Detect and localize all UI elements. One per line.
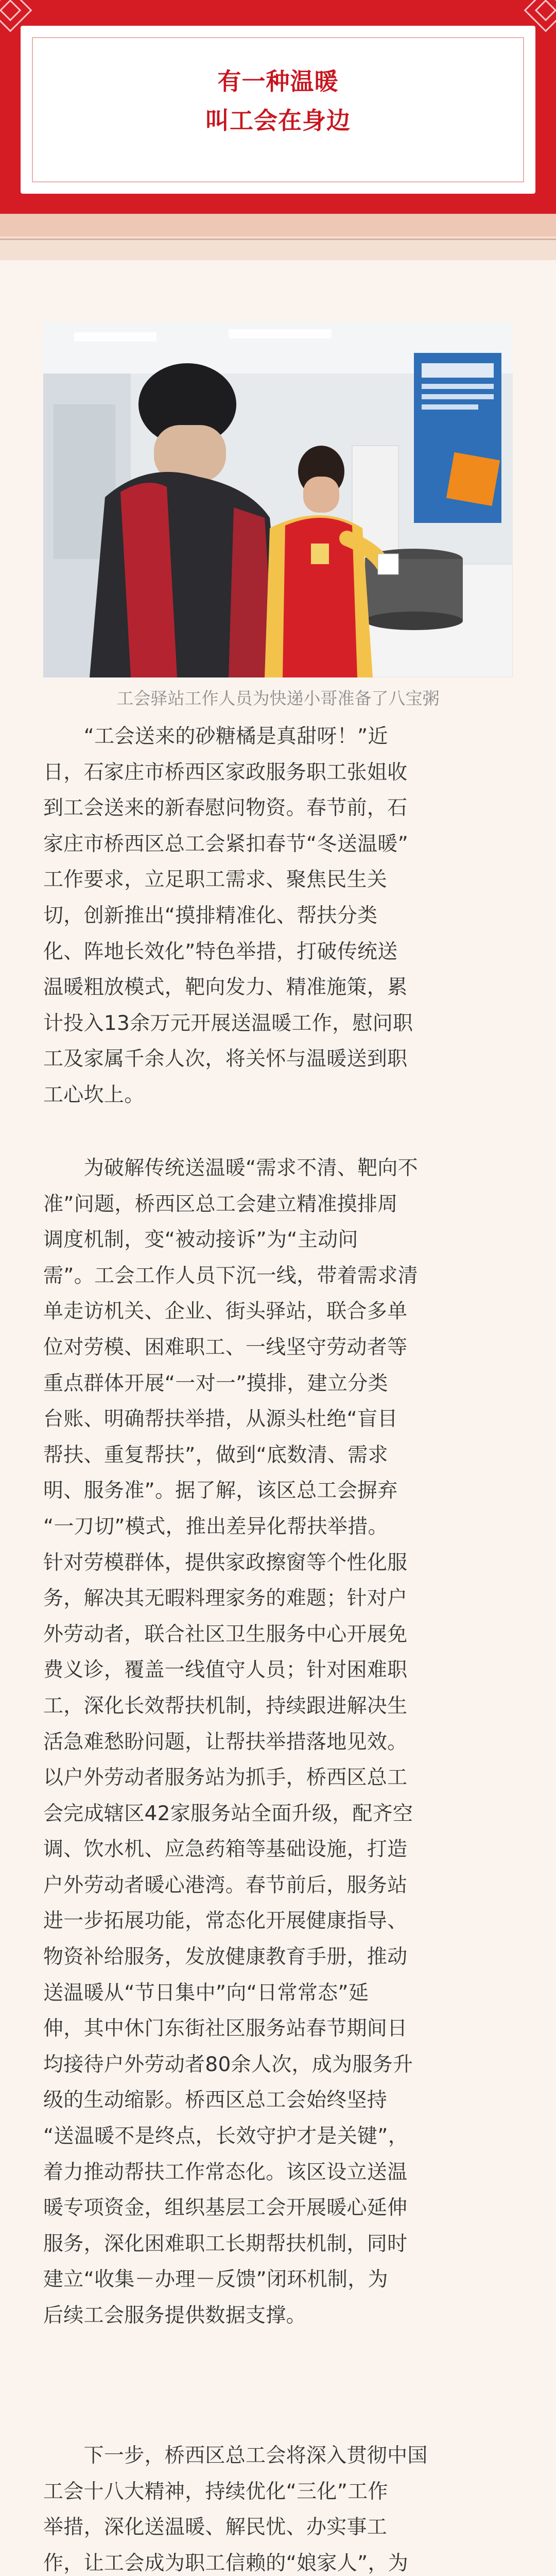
photo-illustration: [43, 322, 513, 677]
text-line: 举措，深化送温暖、解民忧、办实事工: [43, 2516, 388, 2539]
text-line: 化、阵地长效化”特色举措，打破传统送: [43, 940, 398, 963]
text-line: 进一步拓展功能，常态化开展健康指导、: [43, 1909, 408, 1933]
text-line: 工及家属千余人次，将关怀与温暖送到职: [43, 1047, 408, 1071]
text-line: 会完成辖区42家服务站全面升级，配齐空: [43, 1802, 413, 1825]
text-line: “工会送来的砂糖橘是真甜呀！”近: [43, 725, 388, 748]
text-line: 单走访机关、企业、街头驿站，联合多单: [43, 1300, 408, 1324]
text-line: 作，让工会成为职工信赖的“娘家人”，为: [43, 2551, 409, 2575]
text-line: 计投入13余万元开展送温暖工作，慰问职: [43, 1011, 413, 1035]
text-line: 工会十八大精神，持续优化“三化”工作: [43, 2480, 388, 2503]
text-line: 台账、明确帮扶举措，从源头杜绝“盲目: [43, 1408, 398, 1431]
page-title: [21, 62, 535, 140]
paragraph-2: [43, 1150, 513, 2334]
text-line: 工作要求，立足职工需求、聚焦民生关: [43, 868, 388, 892]
header-banner: [0, 0, 556, 214]
text-line: 位对劳模、困难职工、一线坚守劳动者等: [43, 1335, 408, 1359]
text-line: 务，解决其无暇料理家务的难题；针对户: [43, 1587, 408, 1611]
text-line: 调、饮水机、应急药箱等基础设施，打造: [43, 1838, 408, 1861]
text-line: 调度机制，变“被动接诉”为“主动问: [43, 1228, 358, 1252]
photo-caption: 工会驿站工作人员为快递小哥准备了八宝粥: [116, 688, 440, 708]
text-line: 费义诊，覆盖一线值守人员；针对困难职: [43, 1658, 408, 1682]
text-line: 重点群体开展“一对一”摸排，建立分类: [43, 1371, 388, 1395]
text-line: 需”。工会工作人员下沉一线，带着需求清: [43, 1264, 418, 1287]
text-line: 暖专项资金，组织基层工会开展暖心延伸: [43, 2196, 408, 2220]
text-line: “送温暖不是终点，长效守护才是关键”，: [43, 2125, 409, 2148]
text-line: 服务，深化困难职工长期帮扶机制，同时: [43, 2232, 408, 2256]
article-body: [0, 260, 556, 2576]
text-line: 以户外劳动者服务站为抓手，桥西区总工: [43, 1766, 408, 1790]
title-line-2: 叫工会在身边: [205, 107, 351, 134]
text-line: 物资补给服务，发放健康教育手册，推动: [43, 1945, 408, 1969]
decorative-band: [0, 214, 556, 260]
text-line: 为破解传统送温暖“需求不清、靶向不: [43, 1157, 418, 1180]
text-line: 帮扶、重复帮扶”，做到“底数清、需求: [43, 1443, 388, 1467]
band-stripe: [0, 214, 556, 236]
text-line: 着力推动帮扶工作常态化。该区设立送温: [43, 2160, 408, 2184]
text-line: 准”问题，桥西区总工会建立精准摸排周: [43, 1192, 398, 1216]
text-line: 明、服务准”。据了解，该区总工会摒弃: [43, 1479, 398, 1503]
text-line: 切，创新推出“摸排精准化、帮扶分类: [43, 904, 378, 927]
band-line: [0, 239, 556, 240]
text-line: 工心坎上。: [43, 1083, 145, 1107]
text-line: 级的生动缩影。桥西区总工会始终坚持: [43, 2089, 388, 2112]
text-line: 下一步，桥西区总工会将深入贯彻中国: [43, 2444, 428, 2467]
text-line: 建立“收集－办理－反馈”闭环机制，为: [43, 2268, 388, 2292]
text-line: 后续工会服务提供数据支撑。: [43, 2304, 306, 2327]
text-line: 伸，其中休门东街社区服务站春节期间日: [43, 2017, 408, 2041]
text-line: 针对劳模群体，提供家政擦窗等个性化服: [43, 1551, 408, 1574]
text-line: “一刀切”模式，推出差异化帮扶举措。: [43, 1515, 388, 1538]
article-photo: [43, 322, 513, 677]
text-line: 到工会送来的新春慰问物资。春节前，石: [43, 796, 408, 820]
paragraph-3: [43, 2438, 513, 2576]
title-card: [21, 26, 535, 194]
text-line: 均接待户外劳动者80余人次，成为服务升: [43, 2053, 413, 2076]
text-line: 工，深化长效帮扶机制，持续跟进解决生: [43, 1694, 408, 1718]
title-line-1: 有一种温暖: [217, 67, 339, 95]
text-line: 家庄市桥西区总工会紧扣春节“冬送温暖”: [43, 832, 409, 856]
text-line: 日，石家庄市桥西区家政服务职工张姐收: [43, 760, 408, 784]
text-line: 活急难愁盼问题，让帮扶举措落地见效。: [43, 1730, 408, 1754]
text-line: 户外劳动者暖心港湾。春节前后，服务站: [43, 1873, 408, 1897]
text-line: 外劳动者，联合社区卫生服务中心开展免: [43, 1622, 408, 1646]
paragraph-1: [43, 719, 513, 1113]
text-line: 温暖粗放模式，靶向发力、精准施策，累: [43, 976, 408, 999]
text-line: 送温暖从“节日集中”向“日常常态”延: [43, 1981, 369, 2005]
